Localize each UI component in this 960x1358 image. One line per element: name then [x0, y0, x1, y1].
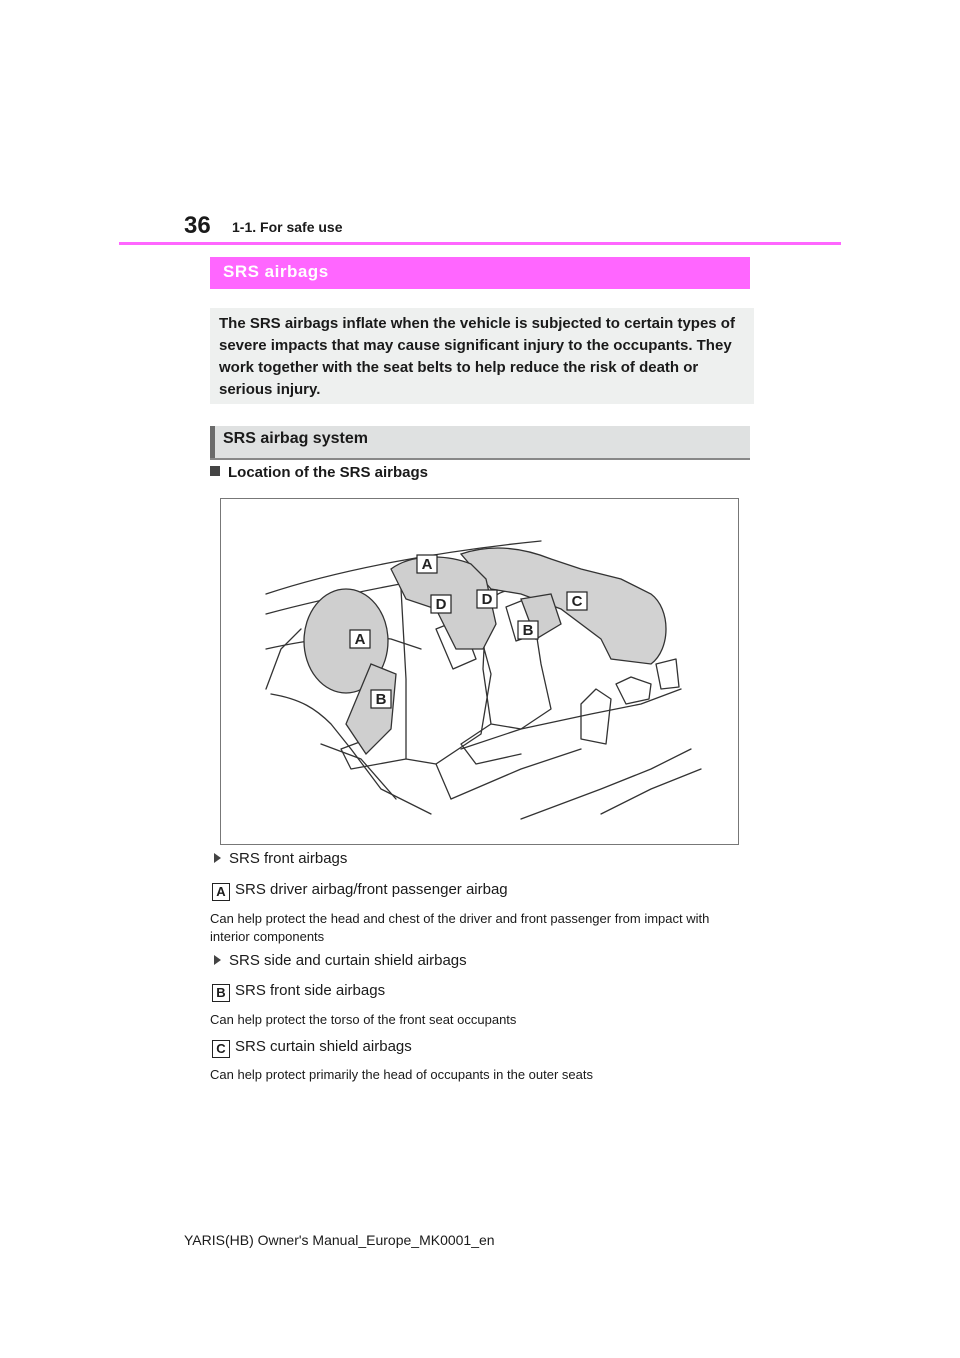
intro-box — [210, 308, 754, 404]
letter-a-box: A — [212, 883, 230, 901]
footer-text: YARIS(HB) Owner's Manual_Europe_MK0001_en — [184, 1232, 495, 1248]
item-c-description: Can help protect primarily the head of occupants in the outer seats — [210, 1067, 593, 1082]
item-a-description: Can help protect the head and chest of the driver and front passenger from impact with interior components — [210, 911, 710, 944]
section-reference: 1-1. For safe use — [232, 219, 343, 235]
square-bullet-icon — [210, 466, 220, 476]
item-b-title: SRS front side airbags — [235, 982, 386, 999]
section-title-band — [210, 257, 750, 289]
label-b-left — [371, 690, 391, 708]
group-heading-front: SRS front airbags — [214, 850, 347, 867]
location-heading-text: Location of the SRS airbags — [228, 464, 429, 481]
label-a-top — [417, 555, 437, 573]
item-a — [212, 881, 508, 901]
svg-text:D: D — [481, 591, 493, 608]
svg-text:B: B — [375, 691, 387, 708]
svg-text:A: A — [421, 556, 433, 573]
svg-text:B: B — [522, 622, 534, 639]
intro-text: The SRS airbags inflate when the vehicle is subjected to certain types of severe impacts that may cause significant injury to the occupants. They work together with the seat belts to help reduce the risk of death or serious injury. — [219, 315, 735, 398]
svg-text:A: A — [354, 631, 366, 648]
label-c — [567, 592, 587, 610]
label-d-right — [477, 590, 497, 608]
triangle-bullet-icon — [214, 853, 221, 863]
label-b-right — [518, 621, 538, 639]
item-c — [212, 1038, 412, 1058]
item-c-title: SRS curtain shield airbags — [235, 1038, 412, 1055]
subsection-title: SRS airbag system — [223, 430, 368, 447]
airbag-illustration — [220, 498, 739, 845]
location-heading — [210, 464, 428, 481]
item-b-description: Can help protect the torso of the front seat occupants — [210, 1012, 517, 1027]
item-a-title: SRS driver airbag/front passenger airbag — [235, 881, 508, 898]
letter-b-box: B — [212, 984, 230, 1002]
letter-c-box: C — [212, 1040, 230, 1058]
subsection-bar — [210, 426, 215, 458]
label-a-left — [350, 630, 370, 648]
svg-text:C: C — [571, 593, 583, 610]
subsection-band — [210, 426, 750, 460]
group-heading-side-curtain: SRS side and curtain shield airbags — [214, 952, 467, 969]
label-d-left — [431, 595, 451, 613]
header-rule — [119, 242, 841, 245]
svg-text:D: D — [435, 596, 447, 613]
triangle-bullet-icon — [214, 955, 221, 965]
item-b — [212, 982, 385, 1002]
car-interior-drawing — [221, 499, 738, 844]
section-title: SRS airbags — [223, 262, 329, 281]
page-number: 36 — [184, 212, 211, 239]
